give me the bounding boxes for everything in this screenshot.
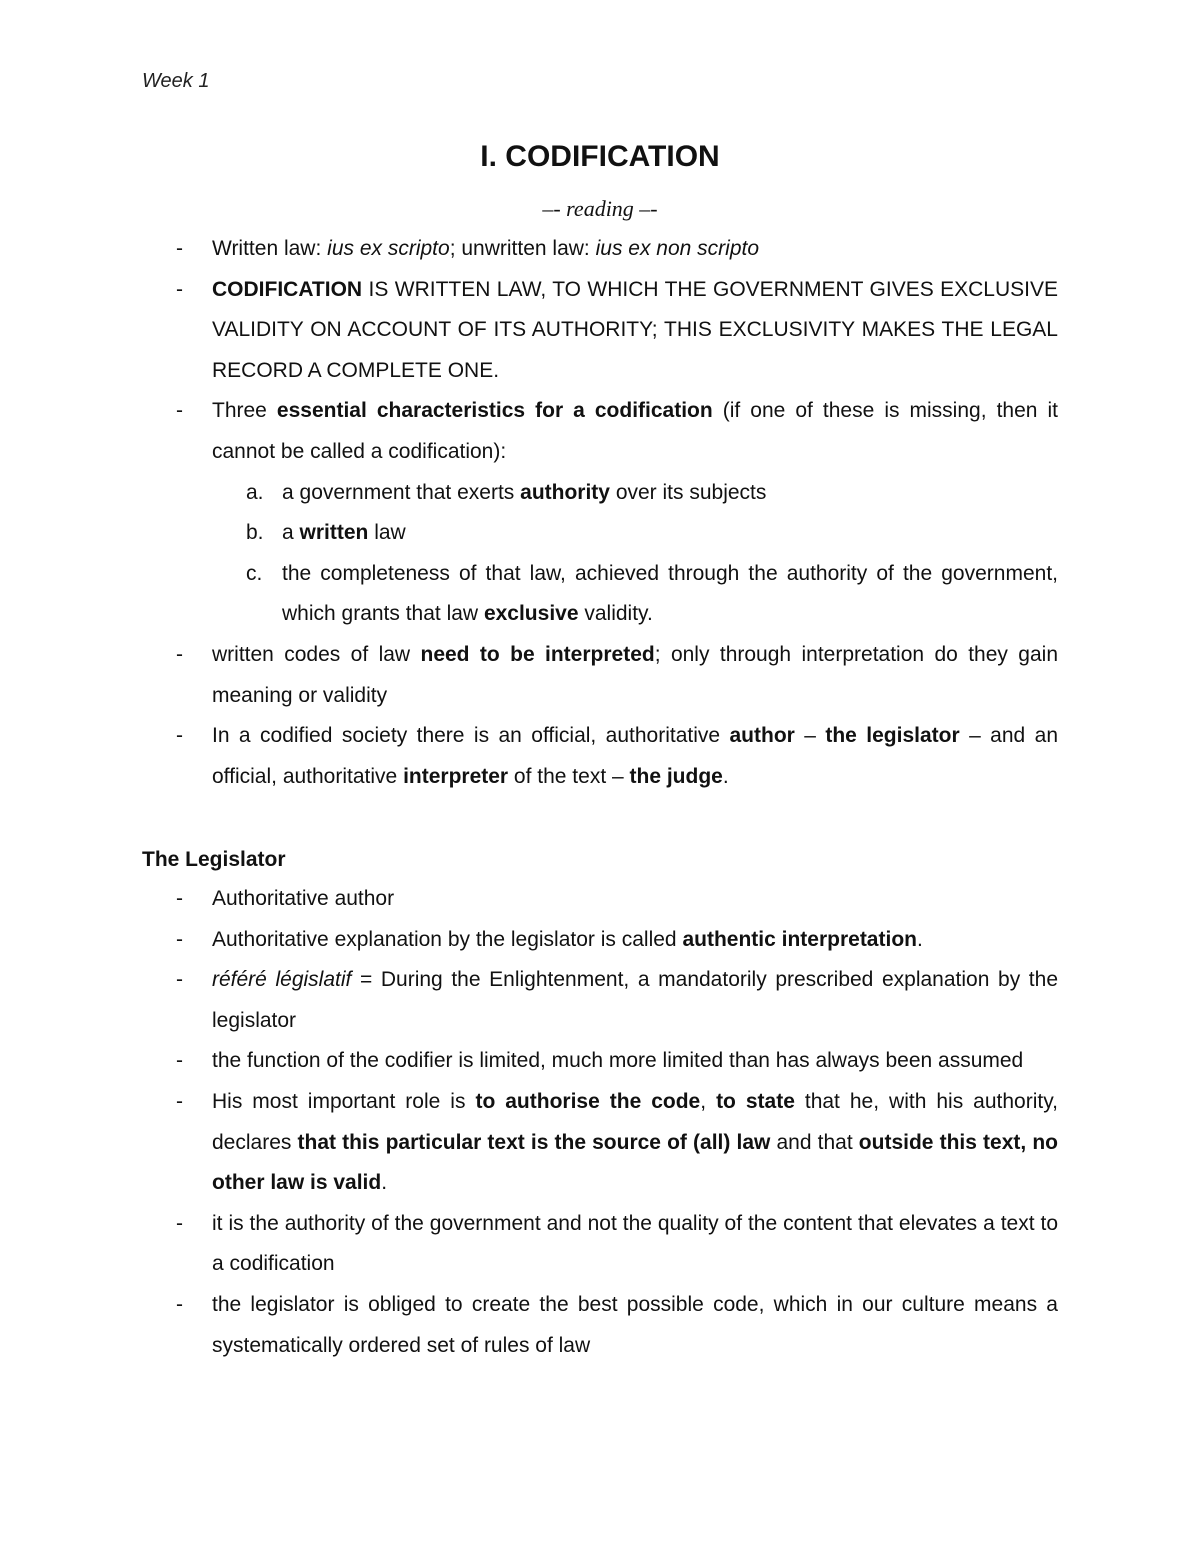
text-run: a government that exerts: [282, 480, 521, 504]
list-item: [142, 1204, 1058, 1285]
bold-term: authority: [520, 480, 610, 504]
italic-term: ius ex non scripto: [595, 237, 760, 260]
italic-term: ius ex scripto: [327, 237, 450, 260]
sublist-marker: b.: [246, 521, 264, 545]
bold-term: outside this text, no other law is valid: [212, 1130, 1058, 1195]
text-run: Written law:: [212, 237, 328, 260]
list-item: [142, 1082, 1058, 1204]
list-item: [142, 879, 1058, 920]
sublist-item: [212, 513, 1058, 554]
list-item: [142, 960, 1058, 1041]
bold-term: that this particular text is the source of (all) law: [297, 1130, 771, 1154]
italic-term: référé législatif: [212, 968, 352, 992]
bullet-dash: -: [176, 1089, 183, 1113]
text-run: IS WRITTEN LAW, TO WHICH THE GOVERNMENT GIVES EXCLUSIVE VALIDITY ON ACCOUNT OF ITS AUTHORITY; THIS EXCLUSIVITY MAKES THE LEGAL RECORD A COMPLETE ONE.: [212, 277, 1058, 382]
bold-term: CODIFICATION: [212, 277, 363, 301]
list-item: [142, 391, 1058, 635]
sublist-marker: c.: [246, 561, 263, 585]
bullet-dash: -: [176, 927, 183, 951]
bold-term: essential characteristics for a codification: [276, 399, 713, 423]
text-run: – and an official, authoritative: [212, 724, 1058, 788]
bold-term: to state: [716, 1089, 795, 1113]
text-run: –: [794, 724, 826, 748]
text-run: ; unwritten law:: [449, 237, 596, 260]
text-run: .: [722, 764, 729, 788]
text-run: and that: [770, 1130, 859, 1154]
bold-term: the judge: [629, 764, 723, 788]
page-title: I. CODIFICATION: [480, 140, 720, 173]
list-item: [142, 920, 1058, 961]
page-header: Week 1: [142, 70, 210, 92]
bullet-dash: -: [176, 1292, 183, 1316]
bullet-dash: -: [176, 399, 183, 423]
bullet-dash: -: [176, 642, 183, 666]
bullet-dash: -: [176, 277, 183, 301]
bold-term: interpreter: [403, 764, 509, 788]
intro-list: [142, 229, 1058, 797]
text-run: = During the Enlightenment, a mandatorily prescribed explanation by the legislator: [212, 968, 1059, 1032]
bullet-dash: -: [176, 968, 183, 992]
bold-term: exclusive: [483, 602, 579, 626]
list-item: [142, 716, 1058, 797]
bullet-dash: -: [176, 1049, 183, 1073]
bold-term: written: [299, 521, 369, 545]
characteristics-sublist: [212, 473, 1058, 635]
text-run: .: [916, 927, 923, 951]
bullet-dash: -: [176, 1211, 183, 1235]
bold-term: author: [729, 724, 795, 748]
list-item: [142, 1285, 1058, 1366]
text-run: validity.: [578, 602, 653, 626]
sublist-marker: a.: [246, 480, 264, 504]
text-run: that he, with his authority, declares: [212, 1089, 1059, 1154]
text-run: (if one of these is missing, then it cannot be called a codification):: [212, 399, 1058, 463]
bullet-dash: -: [176, 887, 183, 910]
list-item: [142, 270, 1058, 392]
text-run: the function of the codifier is limited, much more limited than has always been assumed: [212, 1049, 1024, 1073]
text-run: a: [282, 521, 300, 545]
text-run: law: [368, 521, 406, 545]
bold-term: authentic interpretation: [682, 927, 917, 951]
text-run: Three: [212, 399, 277, 423]
text-run: His most important role is: [212, 1089, 476, 1113]
bullet-dash: -: [176, 724, 183, 748]
bold-term: the legislator: [825, 724, 960, 748]
list-item: [142, 1041, 1058, 1082]
text-run: ; only through interpretation do they gain meaning or validity: [212, 642, 1058, 707]
text-run: over its subjects: [609, 480, 767, 504]
text-run: In a codified society there is an official, authoritative: [212, 724, 730, 748]
text-run: Authoritative explanation by the legislator is called: [212, 927, 683, 951]
text-run: it is the authority of the government and not the quality of the content that elevates a text to a codification: [212, 1211, 1058, 1276]
legislator-list: [142, 879, 1058, 1366]
text-run: ,: [700, 1089, 717, 1113]
page-subtitle: –- reading –-: [542, 196, 658, 221]
text-run: .: [381, 1171, 388, 1195]
text-run: Authoritative author: [212, 887, 395, 910]
text-run: the legislator is obliged to create the best possible code, which in our culture means a systematically ordered set of rules of law: [212, 1292, 1058, 1357]
section-heading-legislator: The Legislator: [142, 848, 286, 871]
bold-term: need to be interpreted: [420, 642, 655, 666]
sublist-item: [212, 473, 1058, 514]
text-run: of the text –: [508, 764, 630, 788]
text-run: the completeness of that law, achieved through the authority of the government, which grants that law: [282, 561, 1058, 626]
text-run: written codes of law: [212, 642, 421, 666]
bullet-dash: -: [176, 237, 183, 260]
list-item: [142, 635, 1058, 716]
list-item: [142, 229, 1058, 270]
bold-term: to authorise the code: [475, 1089, 701, 1113]
sublist-item: [212, 554, 1058, 635]
